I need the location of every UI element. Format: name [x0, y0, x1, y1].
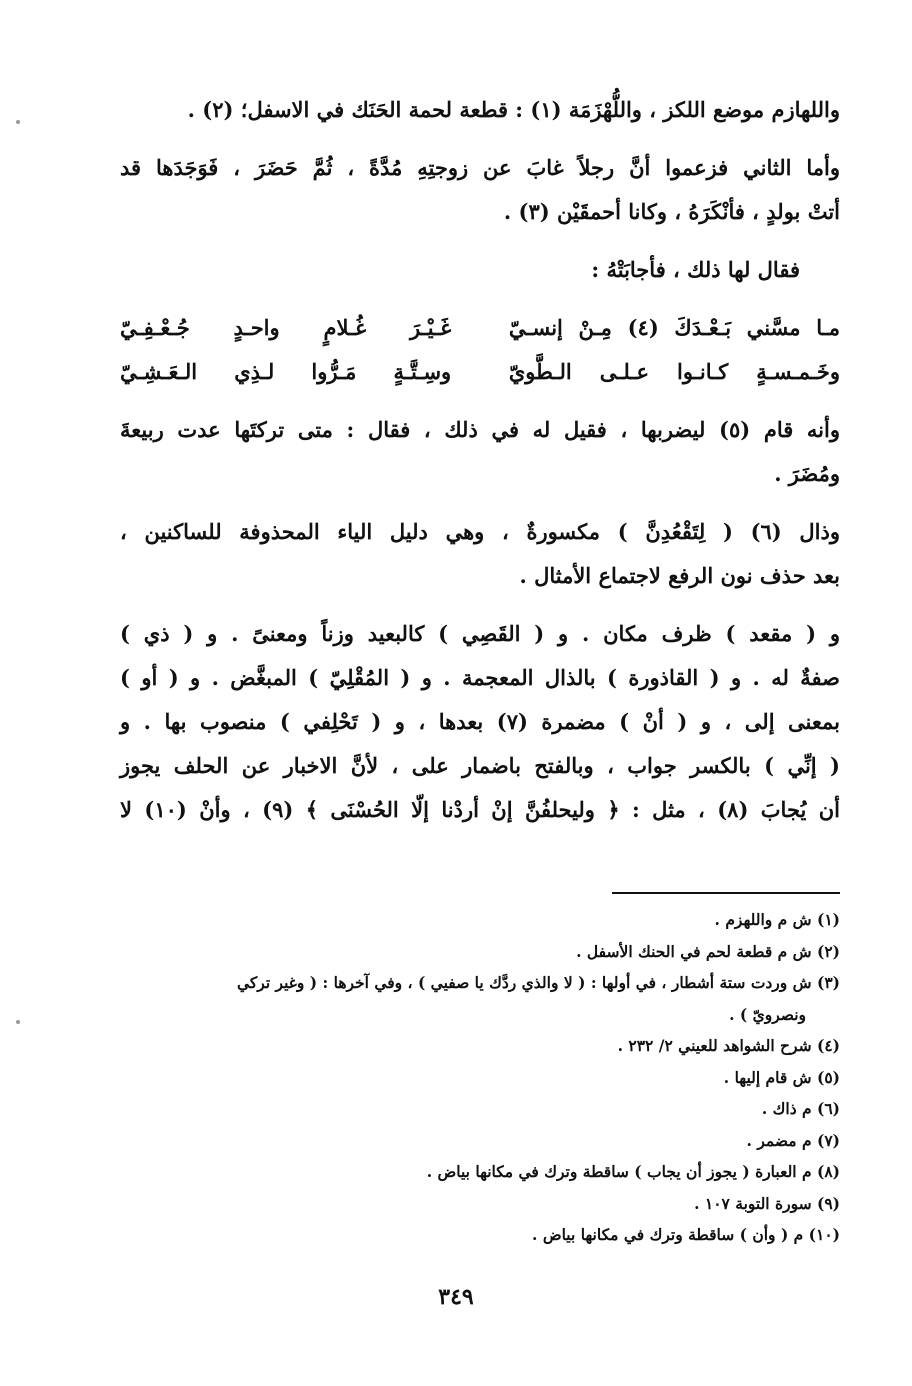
- text-line: بعد حذف نون الرفع لاجتماع الأمثال .: [519, 563, 840, 588]
- footnote: (١٠) م ( وأن ) ساقطة وترك في مكانها بياض .: [532, 1225, 840, 1244]
- verse-second-hemistich: وسِـتَّـةٍ مَـرُّوا لـذِي الـعَـشِـيّ: [120, 359, 452, 384]
- text-line: واللهازم موضع اللكز ، واللُّهْزَمَة (١) : قطعة لحمة الحَنَك في الاسفل؛ (٢) .: [187, 97, 840, 122]
- paragraph-2: [120, 146, 840, 234]
- footnote-separator: [612, 892, 840, 894]
- scan-speck: [16, 1020, 20, 1024]
- footnote: (١) ش م واللهزم .: [714, 910, 840, 929]
- footnote: (٢) ش م قطعة لحم في الحنك الأسفل .: [576, 941, 840, 961]
- paragraph-6: [120, 612, 840, 832]
- page-number: ٣٤٩: [438, 1284, 474, 1310]
- scan-speck: [16, 120, 20, 124]
- paragraph-4: [120, 408, 840, 496]
- text-line: وذال (٦) ( لِتَقْعُدِنَّ ) مكسورةٌ ، وهي دليل الياء المحذوفة للساكنين ،: [120, 519, 840, 544]
- main-text: [120, 88, 840, 846]
- footnote: (٩) سورة التوبة ١٠٧ .: [694, 1193, 840, 1213]
- footnote: (٦) م ذاك .: [761, 1099, 840, 1118]
- verse-first-hemistich: مـا مسَّني بَـعْـدَكَ (٤) مِـنْ إنسـيّ: [508, 315, 840, 340]
- paragraph-1: [120, 88, 840, 132]
- footnote: (٤) شرح الشواهد للعيني ٢/ ٢٣٢ .: [617, 1036, 840, 1055]
- text-line: بمعنى إلى ، و ( أنْ ) مضمرة (٧) بعدها ، و ( تَحْلِفي ) منصوب بها . و: [120, 709, 841, 734]
- poem-verses: [120, 306, 840, 394]
- verse-first-hemistich: وخَـمـسـةٍ كـانـوا عـلـى الـطَّويّ: [508, 359, 840, 384]
- footnote: (٥) ش قام إليها .: [723, 1067, 840, 1087]
- verse-line: [120, 350, 840, 394]
- footnote-continuation: ونصرويّ ) .: [729, 1004, 806, 1024]
- text-line: ( إنِّي ) بالكسر جواب ، وبالفتح باضمار على ، لأنَّ الاخبار عن الحلف يجوز: [120, 753, 840, 778]
- paragraph-5: [120, 510, 840, 598]
- text-line: صفةٌ له . و ( القاذورة ) بالذال المعجمة . و ( المُقْلِيّ ) المبغَّض . و ( أو ): [120, 665, 840, 690]
- text-line: فقال لها ذلك ، فأجابَتْهُ :: [591, 257, 800, 282]
- footnote: (٧) م مضمر .: [746, 1130, 840, 1150]
- text-line: أتتْ بولدٍ ، فأنْكَرَهُ ، وكانا أحمقَيْن (٣) .: [503, 199, 840, 224]
- text-line: وأنه قام (٥) ليضربها ، فقيل له في ذلك ، فقال : متى تركتَها عدت ربيعةَ: [120, 417, 840, 442]
- verse-second-hemistich: غَـيْـرَ غُـلامٍ واحـدٍ جُـعْـفِـيّ: [120, 315, 452, 340]
- footnote: (٨) م العبارة ( يجوز أن يجاب ) ساقطة وترك في مكانها بياض .: [426, 1162, 840, 1181]
- text-line: ومُضَرَ .: [774, 461, 840, 486]
- paragraph-3: [120, 248, 840, 292]
- text-line: و ( مقعد ) ظرف مكان . و ( القَصِي ) كالبعيد وزناً ومعنىً . و ( ذي ): [120, 621, 840, 646]
- text-line: وأما الثاني فزعموا أنَّ رجلاً غابَ عن زوجتِهِ مُدَّةً ، ثُمَّ حَضَرَ ، فَوَجَدَها قد: [120, 155, 840, 180]
- text-line: أن يُجابَ (٨) ، مثل : ﴿ وليحلفُنَّ إنْ أردْنا إلّا الحُسْنَى ﴾ (٩) ، وأنْ (١٠) لا: [120, 797, 840, 822]
- footnote: (٣) ش وردت ستة أشطار ، في أولها : ( لا والذي ردَّك يا صفيي ) ، وفي آخرها : ( وغير تركي: [236, 973, 840, 992]
- verse-line: [120, 306, 840, 350]
- footnotes: [120, 904, 840, 1251]
